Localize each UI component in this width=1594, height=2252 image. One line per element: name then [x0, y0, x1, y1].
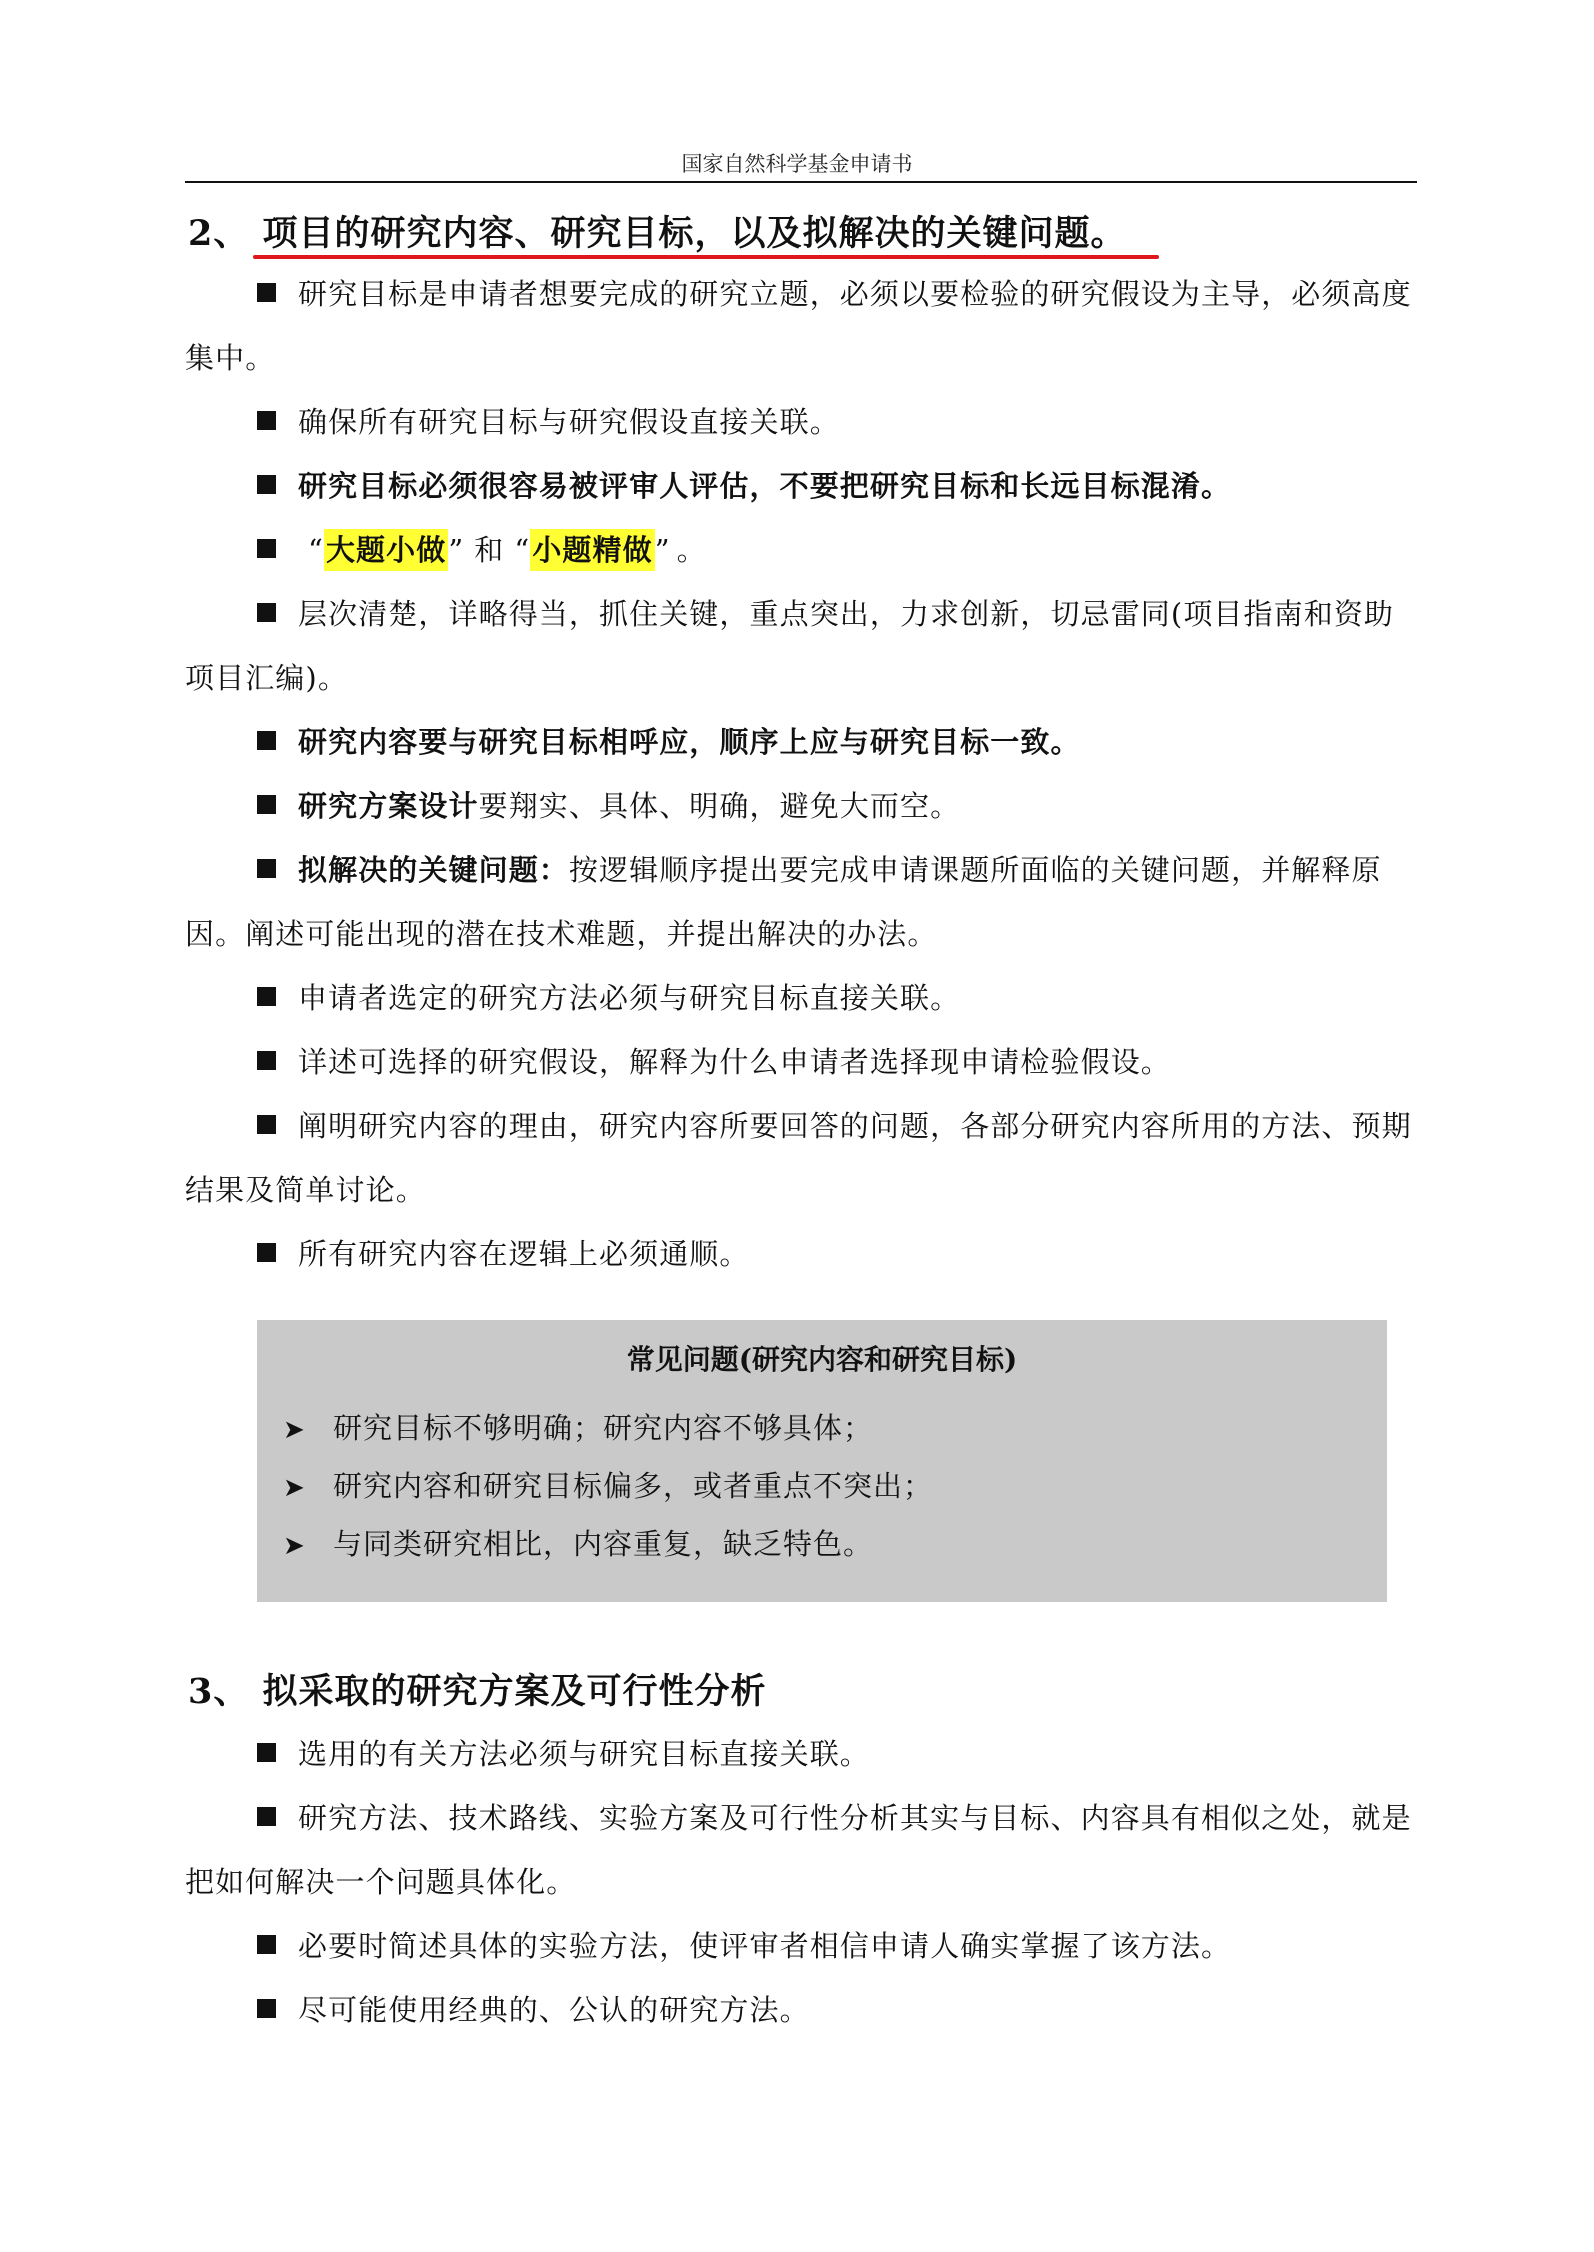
section3-heading: 3、 拟采取的研究方案及可行性分析 [188, 1671, 767, 1712]
item-text: 按逻辑顺序提出要完成申请课题所面临的关键问题，并解释原因。阐述可能出现的潜在技术难题，并提出解决的办法。 [185, 853, 1382, 951]
section2-item-4 [185, 518, 1417, 582]
section2-item-12 [185, 1222, 1417, 1286]
bullet-square-icon [257, 539, 276, 558]
bullet-square-icon [257, 475, 276, 494]
bullet-square-icon [257, 283, 276, 302]
section2-heading: 2、 项目的研究内容、研究目标，以及拟解决的关键问题。 [188, 213, 1127, 254]
bullet-square-icon [257, 987, 276, 1006]
issue-text: 与同类研究相比，内容重复，缺乏特色。 [333, 1527, 874, 1561]
bullet-square-icon [257, 1935, 276, 1954]
issue-text: 研究目标不够明确；研究内容不够具体； [333, 1411, 874, 1445]
item-text: 必要时简述具体的实验方法，使评审者相信申请人确实掌握了该方法。 [298, 1929, 1232, 1963]
item-bold-lead: 拟解决的关键问题： [298, 853, 569, 887]
arrow-bullet-icon: ➤ [283, 1415, 306, 1445]
section3-item-1 [185, 1722, 1417, 1786]
item-text: 阐明研究内容的理由，研究内容所要回答的问题，各部分研究内容所用的方法、预期结果及简单讨论。 [185, 1109, 1412, 1207]
common-issues-box [257, 1320, 1387, 1602]
item-bold-lead: 研究方案设计 [298, 789, 479, 823]
section2-item-8 [185, 838, 1417, 966]
section2-item-2 [185, 390, 1417, 454]
highlight-text-1: 大题小做 [324, 529, 448, 571]
end-punctuation: 。 [676, 533, 707, 567]
item-text: 详述可选择的研究假设，解释为什么申请者选择现申请检验假设。 [298, 1045, 1171, 1079]
item-text: 选用的有关方法必须与研究目标直接关联。 [298, 1737, 870, 1771]
section2-item-1 [185, 262, 1417, 390]
bullet-square-icon [257, 603, 276, 622]
section3-item-2 [185, 1786, 1417, 1914]
section2-item-9 [185, 966, 1417, 1030]
bullet-square-icon [257, 1743, 276, 1762]
item-text: 确保所有研究目标与研究假设直接关联。 [298, 405, 840, 439]
heading-red-underline [253, 255, 1159, 259]
common-issue-item-3 [283, 1524, 873, 1566]
bullet-square-icon [257, 1999, 276, 2018]
bullet-square-icon [257, 731, 276, 750]
bullet-square-icon [257, 795, 276, 814]
bullet-square-icon [257, 859, 276, 878]
bullet-square-icon [257, 1243, 276, 1262]
issue-text: 研究内容和研究目标偏多，或者重点不突出； [333, 1469, 934, 1503]
close-quote: ” [654, 533, 671, 567]
section2-item-11 [185, 1094, 1417, 1222]
arrow-bullet-icon: ➤ [283, 1531, 306, 1561]
bullet-square-icon [257, 1807, 276, 1826]
item-text: 层次清楚，详略得当，抓住关键，重点突出，力求创新，切忌雷同(项目指南和资助项目汇编)。 [185, 597, 1395, 695]
item-text: 研究目标必须很容易被评审人评估，不要把研究目标和长远目标混淆。 [298, 469, 1232, 503]
section2-item-10 [185, 1030, 1417, 1094]
section3-item-4 [185, 1978, 1417, 2042]
item-text: 研究目标是申请者想要完成的研究立题，必须以要检验的研究假设为主导，必须高度集中。 [185, 277, 1412, 375]
item-text: 研究内容要与研究目标相呼应，顺序上应与研究目标一致。 [298, 725, 1081, 759]
item-text: 研究方法、技术路线、实验方案及可行性分析其实与目标、内容具有相似之处，就是把如何解决一个问题具体化。 [185, 1801, 1412, 1899]
item-text: 申请者选定的研究方法必须与研究目标直接关联。 [298, 981, 961, 1015]
open-quote: “ [514, 533, 531, 567]
item-text: 尽可能使用经典的、公认的研究方法。 [298, 1993, 810, 2027]
bullet-square-icon [257, 1051, 276, 1070]
connector-text: 和 [474, 533, 505, 567]
open-quote: “ [308, 533, 324, 567]
section2-item-5 [185, 582, 1417, 710]
bullet-square-icon [257, 411, 276, 430]
common-issue-item-1 [283, 1408, 873, 1450]
highlight-text-2: 小题精做 [530, 529, 654, 571]
common-issues-title: 常见问题(研究内容和研究目标) [626, 1343, 1018, 1376]
section3-item-3 [185, 1914, 1417, 1978]
section2-item-6 [185, 710, 1417, 774]
page-header-title: 国家自然科学基金申请书 [681, 152, 913, 176]
section2-item-7 [185, 774, 1417, 838]
section2-item-3 [185, 454, 1417, 518]
item-text: 要翔实、具体、明确，避免大而空。 [478, 789, 961, 823]
header-divider [185, 181, 1417, 183]
item-text: 所有研究内容在逻辑上必须通顺。 [298, 1237, 750, 1271]
close-quote: ” [448, 533, 465, 567]
bullet-square-icon [257, 1115, 276, 1134]
common-issue-item-2 [283, 1466, 933, 1508]
arrow-bullet-icon: ➤ [283, 1473, 306, 1503]
